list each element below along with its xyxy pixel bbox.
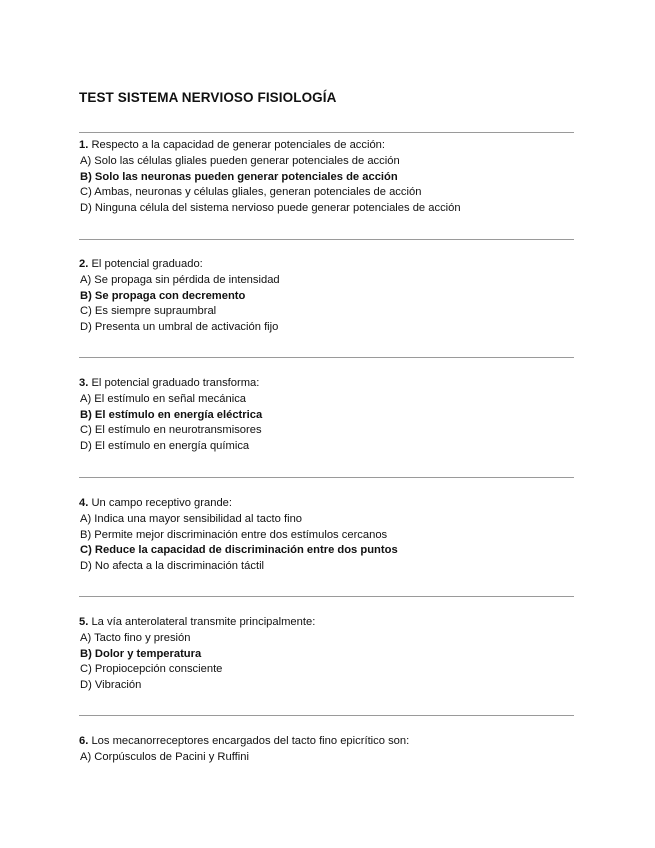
answer-option: D) Vibración (80, 679, 142, 692)
answer-options (79, 154, 579, 217)
question-2 (79, 257, 579, 336)
answer-option: C) Es siempre supraumbral (80, 305, 217, 318)
question-text: Respecto a la capacidad de generar potenciales de acción: (91, 139, 386, 151)
divider (79, 715, 574, 716)
answer-options (79, 631, 579, 694)
question-text: El potencial graduado transforma: (91, 377, 260, 389)
answer-option: A) Indica una mayor sensibilidad al tacto fino (80, 512, 303, 525)
answer-options (79, 273, 579, 336)
question-6 (79, 734, 579, 766)
question-text: Un campo receptivo grande: (91, 497, 232, 509)
answer-option-correct: C) Reduce la capacidad de discriminación entre dos puntos (80, 544, 398, 557)
answer-option: A) Se propaga sin pérdida de intensidad (80, 273, 280, 286)
divider (79, 132, 574, 133)
answer-option: C) El estímulo en neurotransmisores (80, 424, 262, 437)
question-1 (79, 138, 579, 217)
answer-option: A) Corpúsculos de Pacini y Ruffini (80, 750, 249, 763)
question-stem (79, 734, 579, 750)
answer-options (79, 392, 579, 455)
question-4 (79, 496, 579, 575)
question-number: 4. (79, 497, 89, 509)
answer-option: C) Propiocepción consciente (80, 663, 223, 676)
document-title: TEST SISTEMA NERVIOSO FISIOLOGÍA (79, 90, 337, 105)
question-3 (79, 376, 579, 455)
question-text: Los mecanorreceptores encargados del tacto fino epicrítico son: (91, 735, 410, 747)
question-stem (79, 138, 579, 154)
question-number: 5. (79, 616, 89, 628)
answer-option: A) El estímulo en señal mecánica (80, 392, 247, 405)
divider (79, 477, 574, 478)
answer-option: D) No afecta a la discriminación táctil (80, 560, 265, 573)
answer-option-correct: B) Se propaga con decremento (80, 289, 246, 302)
answer-option: D) Presenta un umbral de activación fijo (80, 321, 279, 334)
question-number: 3. (79, 377, 89, 389)
answer-option-correct: B) El estímulo en energía eléctrica (80, 408, 263, 421)
answer-option: A) Solo las células gliales pueden generar potenciales de acción (80, 154, 400, 167)
divider (79, 357, 574, 358)
answer-option: D) El estímulo en energía química (80, 440, 250, 453)
divider (79, 596, 574, 597)
answer-option-correct: B) Solo las neuronas pueden generar potenciales de acción (80, 170, 398, 183)
question-number: 1. (79, 139, 89, 151)
divider (79, 239, 574, 240)
question-number: 6. (79, 735, 89, 747)
question-text: El potencial graduado: (91, 258, 203, 270)
answer-option: C) Ambas, neuronas y células gliales, generan potenciales de acción (80, 186, 422, 199)
answer-option: A) Tacto fino y presión (80, 631, 191, 644)
answer-option: D) Ninguna célula del sistema nervioso puede generar potenciales de acción (80, 202, 461, 215)
answer-option: B) Permite mejor discriminación entre dos estímulos cercanos (80, 528, 388, 541)
answer-options (79, 512, 579, 575)
answer-option-correct: B) Dolor y temperatura (80, 647, 202, 660)
question-stem (79, 615, 579, 631)
question-stem (79, 257, 579, 273)
question-stem (79, 496, 579, 512)
answer-options (79, 750, 579, 766)
question-text: La vía anterolateral transmite principalmente: (91, 616, 316, 628)
question-stem (79, 376, 579, 392)
question-5 (79, 615, 579, 694)
question-number: 2. (79, 258, 89, 270)
